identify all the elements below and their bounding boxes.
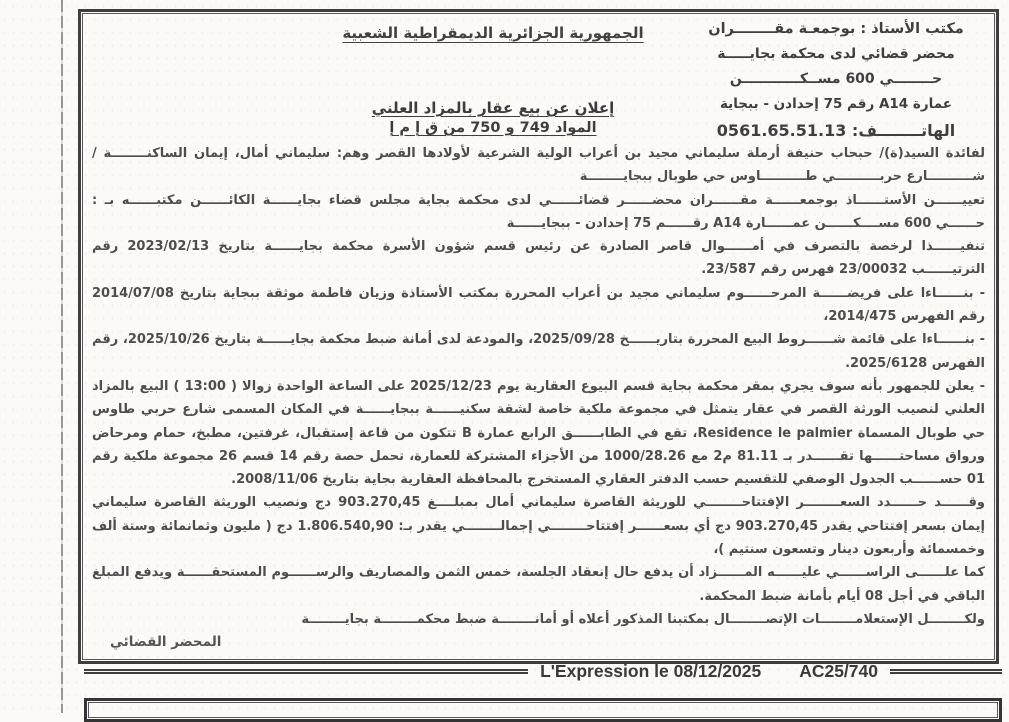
- publication-name-date: L'Expression le 08/12/2025: [540, 660, 762, 681]
- notice-body: [92, 142, 985, 655]
- office-district-line: حــــــــي 600 مســكــــــــــــن: [729, 71, 943, 87]
- office-name-line: مكتب الأستاذ : بوجمعـة مقــــــــران: [708, 21, 964, 37]
- notice-title-block: [275, 99, 711, 136]
- scan-artifact-line: [61, 0, 63, 713]
- office-phone-line: الهاتــــــــف: 0561.65.51.13: [716, 121, 956, 140]
- notice-paragraph: كما علــــــى الراســــــي عليــــــه المــــــزاد أن يدفع حال إنعقاد الجلسة، خمس الثمن والمصاريف والرســــــوم المستحقــــــة ويدفع المبلغ الباقي في أجل 08 أيام بأمانة ضبط المحكمة.: [92, 565, 985, 604]
- notice-paragraph: - بنــــــاءا على قائمة شــــــروط البيع المحررة بتاريــــــخ 2025/09/28، والمودعة لدى أمانة ضبط محكمة بجايــــــة بتاريخ 2025/10/26، رقم الفهرس 2025/6128.: [92, 332, 985, 371]
- notice-title: إعلان عن بيع عقار بالمزاد العلني: [371, 99, 615, 117]
- next-notice-inner-frame: [88, 702, 998, 718]
- office-title-line: محضر قضائي لدى محكمة بجايـــــة: [717, 46, 955, 62]
- notice-paragraph: تعييــــــن الأستــــــاذ بوجمعــــــة مقــــــران محضــــــر قضائــــــي لدى محكمة بجاية مجلس قضاء بجايــــــة الكائــــــن مكتبــــــه بـ : حــــــي 600 مســــكــــــن عمــــــارة A14 رقــــــم 75 إحدادن - ببجايــــــة: [92, 192, 985, 231]
- footer-rule-right: [890, 669, 1002, 674]
- notice-paragraph: - يعلن للجمهور بأنه سوف يجري بمقر محكمة بجاية قسم البيوع العقارية يوم 2025/12/23 على الساعة الواحدة زوالا ( 13:00 ) البيع بالمزاد العلني لنصيب الورثة القصر في عقار يتمثل في مجموعة ملكية خاصة لشقة سكنيــــــة ببجايــــــة في المكان المسمى شارع حربي طاوس حي طوبال المسماة Residence le palmier، تقع في الطابــــــق الرابع عمارة B تتكون من قاعة إستقبال، غرفتين، مطبخ، حمام ومرحاض ورواق مساحتــــــها تقــــــدر بـ 81.11 م2 مع 1000/28.26 من الأجزاء المشتركة للعمارة، تحمل حصة رقم 14 قسم 26 مجموعة ملكية رقم 01 حســــــب الجدول الوصفي للتقسيم حسب الدفتر العقاري المستخرج بالمحافظة العقارية بجاية بتاريخ 2008/11/06.: [92, 378, 986, 488]
- bailiff-signature: المحضر القضائي: [110, 634, 222, 651]
- notice-subtitle-articles: المواد 749 و 750 من ق إ م إ: [389, 120, 597, 136]
- notice-paragraph: ولكــــــــل الإستعلامــــــــات الإتصــــــــال بمكتبنا المذكور أعلاه أو أمانــــــــة ضبط محكمــــــــة بجايــــــــة: [301, 611, 985, 627]
- legal-notice-inner-frame: [82, 13, 995, 660]
- next-notice-frame-partial: [84, 698, 1002, 722]
- publication-footer: [84, 658, 1002, 684]
- footer-rule-left: [84, 669, 528, 674]
- notice-paragraph: تنفيــــــذا لرخصة بالتصرف في أمــــــوال قاصر الصادرة عن رئيس قسم شؤون الأسرة محكمة بجايــــــة بتاريخ 2023/02/13 رقم الترتيــــــب 23/00032 فهرس رقم 23/587.: [92, 239, 985, 278]
- notice-paragraph: - بنــــــاءا على فريضــــــة المرحــــــوم سليماني مجيد بن أعراب المحررة بمكتب الأستاذة وزيان فاطمة موثقة ببجاية بتاريخ 2014/07/08 رقم الفهرس 2014/475،: [92, 285, 985, 325]
- republic-header: الجمهورية الجزائرية الديمقراطية الشعبية: [342, 24, 644, 42]
- bailiff-office-block: [686, 21, 986, 140]
- legal-notice-frame: [78, 9, 999, 664]
- notice-paragraph: لفائدة السيد(ة)/ حبحاب حنيفة أرملة سليماني مجيد بن أعراب الولية الشرعية لأولادها القصر وهم: سليماني أمال، إيمان الساكنــــــــة / شــــــــــارع حربــــــــــي طــــــــــاوس حي طوبال ببجايــــــــة: [92, 146, 985, 185]
- announcement-ref: AC25/740: [799, 660, 878, 681]
- notice-paragraph: وقــــــد حــــــدد السعــــــــر الإفتتاحــــــــي للوريثة القاصرة سليماني أمال بمبلــــغ 903.270,45 دج ونصيب الوريثة القاصرة سليماني إيمان بسعر إفتتاحي يقدر 903.270,45 دج أي بسعــــــر إفتتاحــــــــي إجمالــــــــي يقدر بـ: 1.806.540,90 دج ( مليون وثمانمائة وستة ألف وخمسمائة وأربعون دينار وتسعون سنتيم )،: [92, 495, 986, 558]
- office-address-line: عمارة A14 رقم 75 إحدادن - ببجاية: [719, 96, 953, 112]
